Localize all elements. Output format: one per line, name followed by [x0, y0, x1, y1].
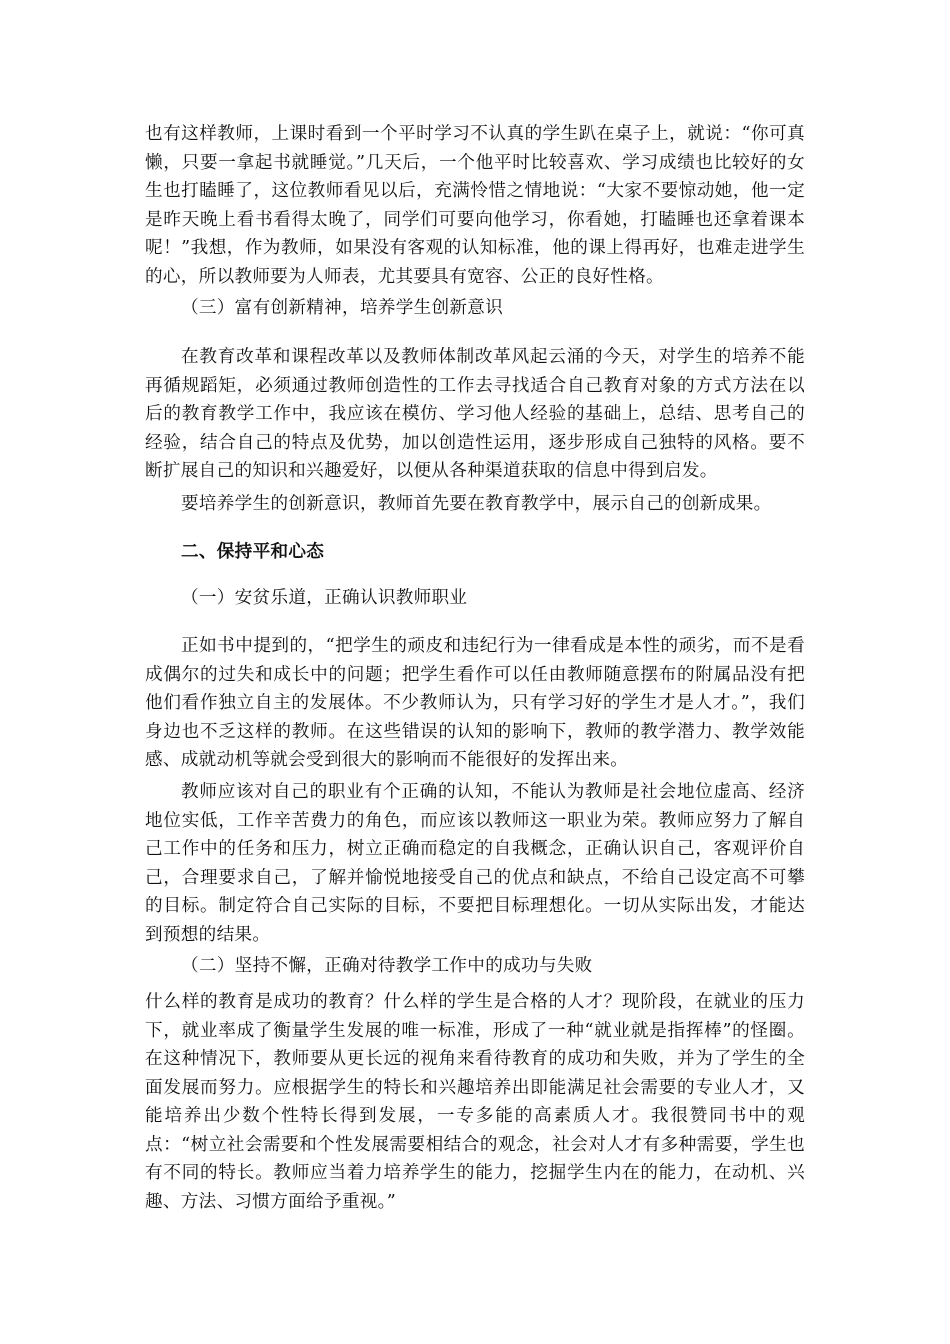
paragraph-education-reform: 在教育改革和课程改革以及教师体制改革风起云涌的今天，对学生的培养不能再循规蹈矩，必须通过教师创造性的工作去寻找适合自己教育对象的方式方法在以后的教育教学工作中，我应该在模仿、学习他人经验的基础上，总结、思考自己的经验，结合自己的特点及优势，加以创造性运用，逐步形成自己独特的风格。要不断扩展自己的知识和兴趣爱好，以便从各种渠道获取的信息中得到启发。 — [145, 347, 805, 481]
paragraph-correct-cognition: 教师应该对自己的职业有个正确的认知，不能认为教师是社会地位虚高、经济地位实低，工作辛苦费力的角色，而应该以教师这一职业为荣。教师应努力了解自己工作中的任务和压力，树立正确而稳定的自我概念，正确认识自己，客观评价自己，合理要求自己，了解并愉悦地接受自己的优点和缺点，不给自己设定高不可攀的目标。制定符合自己实际的目标，不要把目标理想化。一切从实际出发，才能达到预想的结果。 — [145, 782, 805, 945]
paragraph-book-quote: 正如书中提到的，“把学生的顽皮和违纪行为一律看成是本性的顽劣，而不是看成偶尔的过失和成长中的问题；把学生看作可以任由教师随意摆布的附属品没有把他们看作独立自主的发展体。不少教师认为，只有学习好的学生才是人才。”，我们身边也不乏这样的教师。在这些错误的认知的影响下，教师的教学潜力、教学效能感、成就动机等就会受到很大的影响而不能很好的发挥出来。 — [145, 636, 805, 770]
subheading-success-failure: （二）坚持不懈，正确对待教学工作中的成功与失败 — [181, 956, 593, 976]
section-heading-calm-mindset: 二、保持平和心态 — [181, 541, 325, 562]
subheading-teacher-profession: （一）安贫乐道，正确认识教师职业 — [181, 588, 468, 608]
paragraph-successful-education: 什么样的教育是成功的教育？什么样的学生是合格的人才？现阶段，在就业的压力下，就业率成了衡量学生发展的唯一标准，形成了一种“就业就是指挥棒”的怪圈。在这种情况下，教师要从更长远的视角来看待教育的成功和失败，并为了学生的全面发展而努力。应根据学生的特长和兴趣培养出即能满足社会需要的专业人才，又能培养出少数个性特长得到发展，一专多能的高素质人才。我很赞同书中的观点：“树立社会需要和个性发展需要相结合的观念，社会对人才有多种需要，学生也有不同的特长。教师应当着力培养学生的能力，挖掘学生内在的能力，在动机、兴趣、方法、习惯方面给予重视。” — [145, 992, 805, 1212]
paragraph-show-innovation: 要培养学生的创新意识，教师首先要在教育教学中，展示自己的创新成果。 — [181, 494, 772, 514]
paragraph-teacher-fairness: 也有这样教师，上课时看到一个平时学习不认真的学生趴在桌子上，就说：“你可真懒，只要一拿起书就睡觉。”几天后，一个他平时比较喜欢、学习成绩也比较好的女生也打瞌睡了，这位教师看见以后，充满怜惜之情地说：“大家不要惊动她，他一定是昨天晚上看书看得太晚了，同学们可要向他学习，你看她，打瞌睡也还拿着课本呢！”我想，作为教师，如果没有客观的认知标准，他的课上得再好，也难走进学生的心，所以教师要为人师表，尤其要具有宽容、公正的良好性格。 — [145, 124, 805, 287]
subheading-innovation: （三）富有创新精神，培养学生创新意识 — [181, 298, 504, 318]
